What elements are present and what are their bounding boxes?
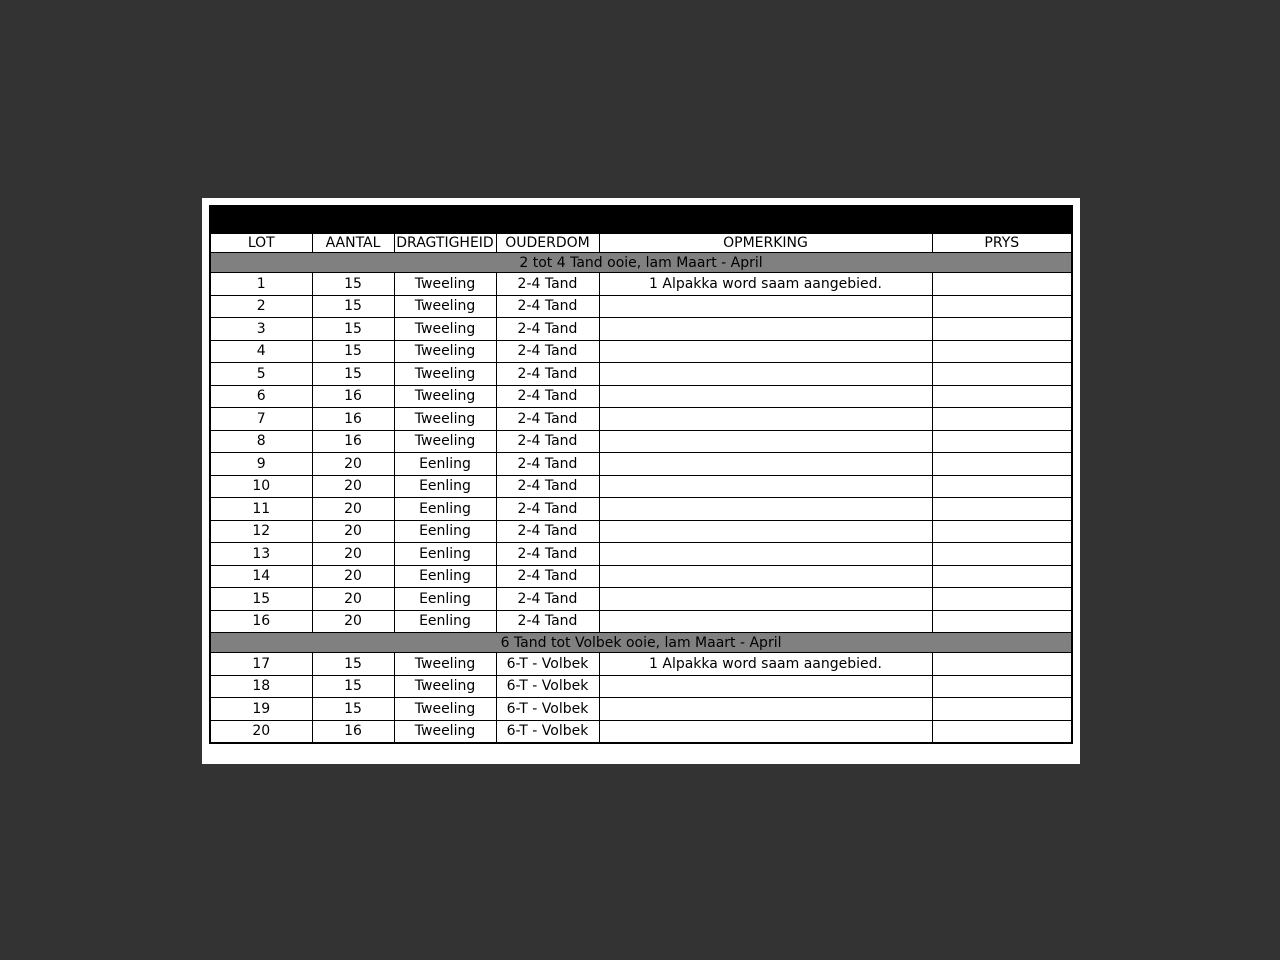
cell-ouderdom: 2-4 Tand (496, 363, 599, 386)
cell-opmerking (599, 543, 932, 566)
cell-lot: 15 (210, 588, 312, 611)
cell-dragtigheid: Tweeling (394, 675, 496, 698)
cell-lot: 20 (210, 720, 312, 743)
cell-dragtigheid: Eenling (394, 588, 496, 611)
cell-dragtigheid: Tweeling (394, 318, 496, 341)
cell-ouderdom: 6-T - Volbek (496, 720, 599, 743)
cell-aantal: 15 (312, 273, 394, 296)
cell-lot: 16 (210, 610, 312, 633)
cell-lot: 1 (210, 273, 312, 296)
cell-ouderdom: 2-4 Tand (496, 610, 599, 633)
cell-lot: 19 (210, 698, 312, 721)
cell-dragtigheid: Eenling (394, 498, 496, 521)
cell-opmerking: 1 Alpakka word saam aangebied. (599, 653, 932, 676)
cell-lot: 5 (210, 363, 312, 386)
cell-dragtigheid: Eenling (394, 453, 496, 476)
table-row (210, 340, 1072, 363)
cell-aantal: 16 (312, 720, 394, 743)
cell-lot: 14 (210, 565, 312, 588)
table-title: KOMMERSIëLE OOIE (210, 206, 1072, 234)
table-row (210, 675, 1072, 698)
cell-lot: 12 (210, 520, 312, 543)
col-header-dragtigheid: DRAGTIGHEID (394, 234, 496, 253)
cell-aantal: 20 (312, 498, 394, 521)
cell-prys (932, 340, 1072, 363)
table-row (210, 475, 1072, 498)
section-heading: 6 Tand tot Volbek ooie, lam Maart - April (210, 633, 1072, 653)
cell-opmerking (599, 565, 932, 588)
table-row (210, 453, 1072, 476)
cell-opmerking (599, 453, 932, 476)
cell-aantal: 20 (312, 475, 394, 498)
cell-lot: 10 (210, 475, 312, 498)
cell-ouderdom: 2-4 Tand (496, 340, 599, 363)
table-row (210, 653, 1072, 676)
cell-dragtigheid: Tweeling (394, 273, 496, 296)
cell-opmerking (599, 385, 932, 408)
table-row (210, 543, 1072, 566)
cell-aantal: 15 (312, 698, 394, 721)
cell-dragtigheid: Tweeling (394, 720, 496, 743)
col-header-opmerking: OPMERKING (599, 234, 932, 253)
cell-opmerking (599, 318, 932, 341)
cell-prys (932, 675, 1072, 698)
col-header-aantal: AANTAL (312, 234, 394, 253)
cell-prys (932, 653, 1072, 676)
cell-opmerking (599, 720, 932, 743)
cell-lot: 17 (210, 653, 312, 676)
title-row (210, 206, 1072, 234)
cell-ouderdom: 6-T - Volbek (496, 675, 599, 698)
table-row (210, 698, 1072, 721)
section-header-row (210, 633, 1072, 653)
cell-dragtigheid: Eenling (394, 565, 496, 588)
cell-opmerking (599, 698, 932, 721)
cell-lot: 11 (210, 498, 312, 521)
cell-lot: 3 (210, 318, 312, 341)
cell-aantal: 20 (312, 565, 394, 588)
cell-aantal: 20 (312, 520, 394, 543)
cell-prys (932, 273, 1072, 296)
cell-lot: 6 (210, 385, 312, 408)
cell-dragtigheid: Eenling (394, 543, 496, 566)
cell-opmerking (599, 610, 932, 633)
table-row (210, 610, 1072, 633)
cell-aantal: 16 (312, 430, 394, 453)
cell-ouderdom: 2-4 Tand (496, 520, 599, 543)
cell-ouderdom: 2-4 Tand (496, 498, 599, 521)
cell-ouderdom: 2-4 Tand (496, 273, 599, 296)
cell-dragtigheid: Eenling (394, 610, 496, 633)
col-header-ouderdom: OUDERDOM (496, 234, 599, 253)
cell-ouderdom: 2-4 Tand (496, 430, 599, 453)
cell-ouderdom: 2-4 Tand (496, 543, 599, 566)
cell-opmerking (599, 520, 932, 543)
col-header-prys: PRYS (932, 234, 1072, 253)
cell-lot: 4 (210, 340, 312, 363)
cell-prys (932, 430, 1072, 453)
cell-dragtigheid: Tweeling (394, 430, 496, 453)
cell-aantal: 15 (312, 295, 394, 318)
table-body (210, 253, 1072, 744)
section-header-row (210, 253, 1072, 273)
cell-prys (932, 588, 1072, 611)
cell-ouderdom: 2-4 Tand (496, 318, 599, 341)
table-row (210, 430, 1072, 453)
cell-ouderdom: 2-4 Tand (496, 475, 599, 498)
cell-dragtigheid: Tweeling (394, 408, 496, 431)
cell-dragtigheid: Tweeling (394, 653, 496, 676)
cell-aantal: 20 (312, 453, 394, 476)
auction-sheet (202, 198, 1080, 764)
cell-opmerking (599, 430, 932, 453)
cell-dragtigheid: Eenling (394, 475, 496, 498)
cell-ouderdom: 2-4 Tand (496, 588, 599, 611)
cell-opmerking (599, 363, 932, 386)
cell-opmerking (599, 295, 932, 318)
cell-opmerking (599, 340, 932, 363)
table-row (210, 408, 1072, 431)
cell-prys (932, 408, 1072, 431)
cell-aantal: 15 (312, 675, 394, 698)
cell-opmerking (599, 408, 932, 431)
cell-dragtigheid: Tweeling (394, 363, 496, 386)
cell-ouderdom: 6-T - Volbek (496, 653, 599, 676)
cell-lot: 2 (210, 295, 312, 318)
cell-prys (932, 498, 1072, 521)
cell-dragtigheid: Tweeling (394, 340, 496, 363)
table-row (210, 273, 1072, 296)
cell-dragtigheid: Tweeling (394, 698, 496, 721)
cell-aantal: 15 (312, 363, 394, 386)
cell-aantal: 20 (312, 610, 394, 633)
cell-opmerking (599, 475, 932, 498)
cell-lot: 18 (210, 675, 312, 698)
cell-ouderdom: 6-T - Volbek (496, 698, 599, 721)
cell-ouderdom: 2-4 Tand (496, 565, 599, 588)
header-row (210, 234, 1072, 253)
cell-aantal: 20 (312, 543, 394, 566)
cell-lot: 7 (210, 408, 312, 431)
table-row (210, 520, 1072, 543)
cell-prys (932, 453, 1072, 476)
table-row (210, 588, 1072, 611)
cell-prys (932, 520, 1072, 543)
section-heading: 2 tot 4 Tand ooie, lam Maart - April (210, 253, 1072, 273)
cell-dragtigheid: Tweeling (394, 295, 496, 318)
cell-ouderdom: 2-4 Tand (496, 453, 599, 476)
cell-aantal: 15 (312, 340, 394, 363)
cell-prys (932, 698, 1072, 721)
cell-ouderdom: 2-4 Tand (496, 385, 599, 408)
cell-dragtigheid: Eenling (394, 520, 496, 543)
cell-aantal: 16 (312, 408, 394, 431)
cell-prys (932, 475, 1072, 498)
cell-dragtigheid: Tweeling (394, 385, 496, 408)
lot-table (209, 205, 1073, 744)
cell-aantal: 16 (312, 385, 394, 408)
col-header-lot: LOT (210, 234, 312, 253)
cell-opmerking: 1 Alpakka word saam aangebied. (599, 273, 932, 296)
cell-prys (932, 318, 1072, 341)
table-row (210, 565, 1072, 588)
cell-prys (932, 295, 1072, 318)
table-row (210, 318, 1072, 341)
cell-opmerking (599, 588, 932, 611)
cell-lot: 9 (210, 453, 312, 476)
table-row (210, 498, 1072, 521)
cell-prys (932, 610, 1072, 633)
table-row (210, 385, 1072, 408)
cell-lot: 13 (210, 543, 312, 566)
cell-ouderdom: 2-4 Tand (496, 295, 599, 318)
cell-lot: 8 (210, 430, 312, 453)
cell-prys (932, 565, 1072, 588)
cell-aantal: 20 (312, 588, 394, 611)
cell-prys (932, 363, 1072, 386)
cell-prys (932, 543, 1072, 566)
cell-aantal: 15 (312, 318, 394, 341)
cell-aantal: 15 (312, 653, 394, 676)
cell-opmerking (599, 498, 932, 521)
table-row (210, 295, 1072, 318)
cell-ouderdom: 2-4 Tand (496, 408, 599, 431)
cell-prys (932, 720, 1072, 743)
table-row (210, 363, 1072, 386)
cell-opmerking (599, 675, 932, 698)
cell-prys (932, 385, 1072, 408)
table-row (210, 720, 1072, 743)
